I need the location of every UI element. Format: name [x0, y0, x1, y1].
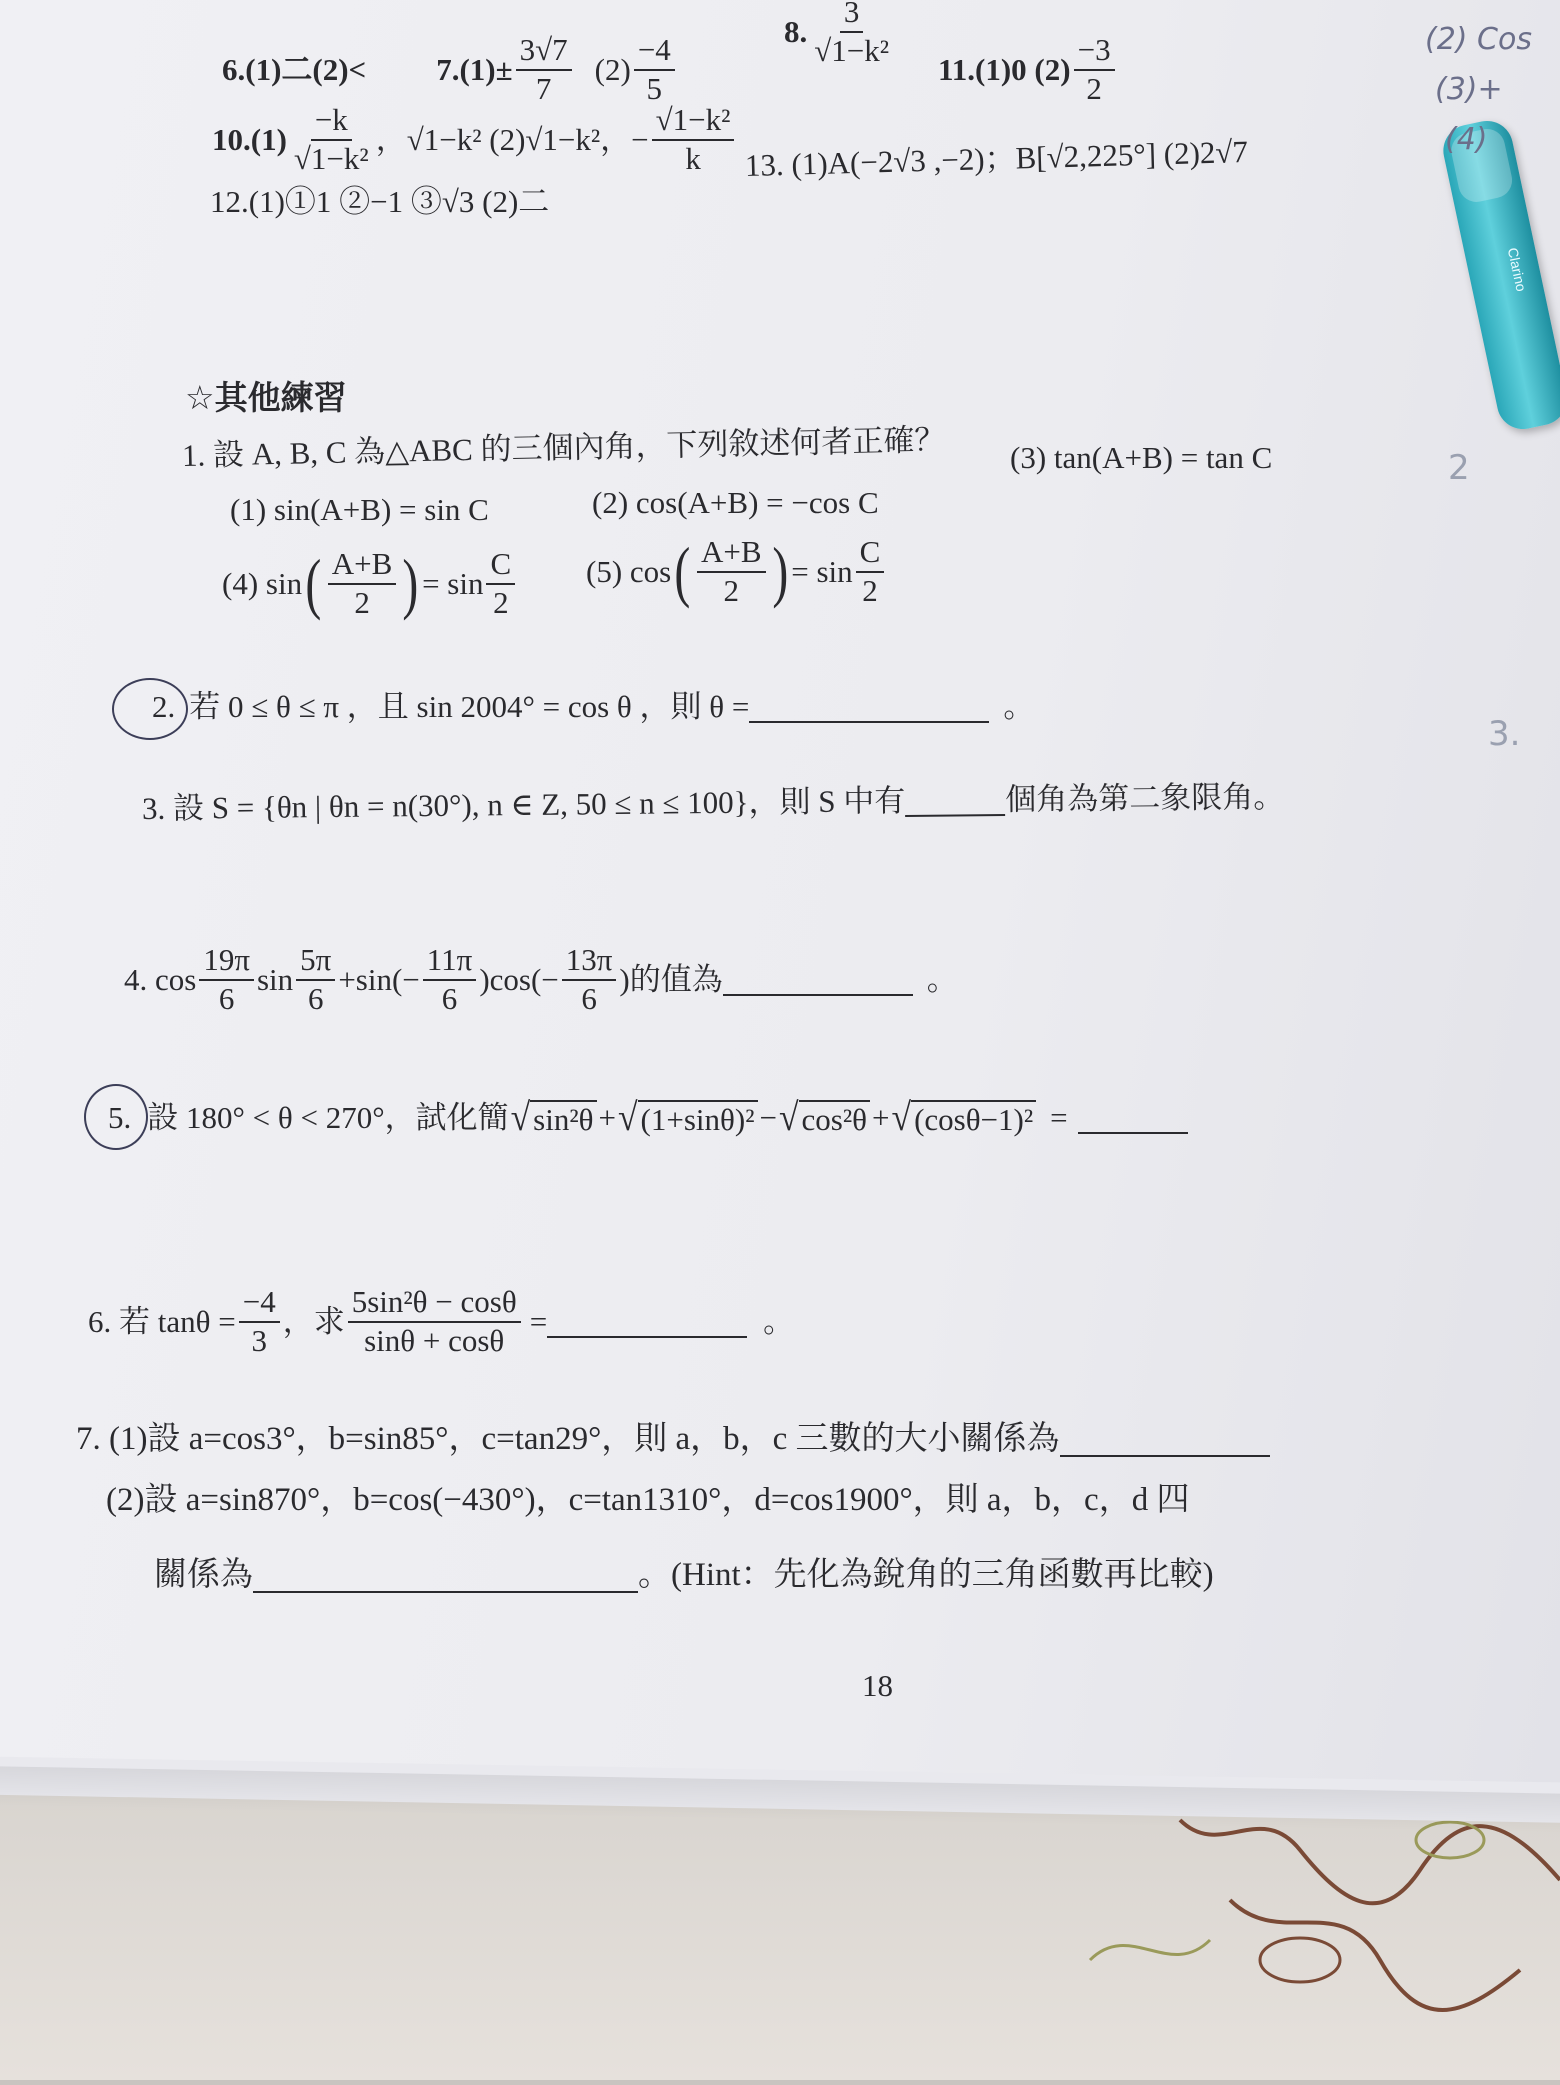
numerator: −k	[311, 104, 352, 141]
answer-7-label: 7.(1)±	[436, 52, 513, 88]
radical-1: √ sin²θ	[511, 1100, 597, 1136]
plus-sign: +	[872, 1100, 890, 1136]
numerator: 5sin²θ − cosθ	[348, 1286, 521, 1323]
option-5-middle: = sin	[791, 554, 853, 590]
question-7-part-2-line-2	[154, 1558, 1214, 1593]
numerator: −4	[239, 1286, 280, 1323]
question-4-fraction-2	[296, 944, 335, 1015]
right-paren: )	[771, 533, 788, 610]
question-4-fraction-4	[562, 944, 617, 1015]
option-5-rhs-fraction	[856, 536, 885, 607]
question-3-tail: 個角為第二象限角。	[1005, 779, 1285, 817]
numerator: 19π	[199, 944, 254, 981]
marker-logo: Clarino	[1504, 246, 1530, 293]
question-6-fraction-2	[348, 1286, 521, 1357]
question-7-hint: 。(Hint：先化為銳角的三角函數再比較)	[638, 1557, 1214, 1593]
option-4-middle: = sin	[422, 566, 484, 602]
question-4-fraction-3	[423, 944, 477, 1015]
question-6-equals: =	[529, 1304, 548, 1340]
question-2-end: 。	[1003, 689, 1035, 724]
denominator: 2	[862, 572, 878, 608]
denominator: 2	[354, 584, 370, 620]
question-7-part-2: (2)設 a=sin870°，b=cos(−430°)，c=tan1310°，d=cos1900°，則 a，b，c，d 四	[106, 1482, 1190, 1518]
numerator: 3√7	[516, 34, 572, 71]
margin-note-3: (4)	[1445, 122, 1488, 157]
radical-4: √ (cosθ−1)²	[892, 1100, 1037, 1136]
answer-10-rest: ，√1−k² (2)√1−k²，−	[375, 122, 649, 158]
numerator: C	[486, 548, 515, 585]
question-7-part-1-answer-blank[interactable]	[1060, 1422, 1270, 1457]
answer-11-fraction	[1074, 34, 1115, 105]
question-2	[152, 690, 1034, 723]
denominator: 3	[251, 1322, 267, 1358]
answer-line-2	[212, 104, 737, 175]
question-6-prefix: 6. 若 tanθ =	[88, 1304, 236, 1340]
answer-line-1	[222, 34, 678, 105]
question-6	[88, 1286, 794, 1357]
denominator: 2	[493, 584, 509, 620]
numerator: √1−k²	[652, 104, 735, 141]
question-1-option-2: (2) cos(A+B) = −cos C	[592, 485, 879, 520]
option-4-prefix: (4) sin	[222, 566, 303, 602]
margin-note-2: (3)+	[1435, 72, 1503, 107]
denominator: 5	[646, 70, 663, 106]
numerator: −3	[1074, 34, 1115, 71]
minus-sign: −	[759, 1100, 777, 1136]
question-4-answer-blank[interactable]	[723, 963, 913, 996]
question-3-text: 3. 設 S = {θn | θn = n(30°), n ∈ Z, 50 ≤ n ≤ 100}，則 S 中有	[141, 783, 906, 826]
answer-7b-fraction	[634, 34, 675, 105]
pencil-note-2: 3.	[1488, 714, 1521, 754]
answer-11	[938, 34, 1118, 105]
margin-note-1: (2) Cos	[1425, 22, 1532, 57]
radical-3: √ cos²θ	[779, 1100, 870, 1136]
answer-13: 13. (1)A(−2√3 ,−2)；B[√2,225°] (2)2√7	[744, 133, 1249, 183]
question-5-number: 5.	[108, 1100, 132, 1136]
denominator: √1−k²	[814, 32, 890, 68]
answer-8-label: 8.	[784, 14, 808, 50]
denominator: 6	[218, 980, 235, 1016]
numerator: A+B	[328, 548, 397, 585]
answer-10-fraction	[290, 104, 373, 175]
page-number: 18	[862, 1668, 893, 1703]
answer-7-fraction	[516, 34, 572, 105]
question-2-answer-blank[interactable]	[749, 690, 989, 723]
question-4-end: 。	[926, 962, 958, 998]
question-6-end: 。	[763, 1304, 795, 1340]
denominator: 2	[1086, 70, 1102, 106]
question-4-plus-sin: +sin(−	[338, 962, 420, 998]
denominator: k	[685, 140, 701, 176]
question-7-relation-label: 關係為	[154, 1557, 253, 1593]
denominator: 6	[441, 980, 458, 1016]
denominator: 6	[308, 980, 324, 1016]
question-2-number: 2.	[152, 689, 176, 724]
denominator: √1−k²	[293, 140, 369, 176]
numerator: C	[856, 536, 885, 573]
question-3-answer-blank[interactable]	[905, 783, 1005, 817]
plus-sign: +	[598, 1100, 616, 1136]
question-1-option-4	[222, 545, 518, 622]
answer-10-label: 10.(1)	[212, 122, 287, 158]
answer-8	[784, 0, 896, 67]
radicand: sin²θ	[530, 1100, 596, 1136]
question-4-sin: sin	[256, 962, 294, 998]
answer-10-fraction-2	[652, 104, 735, 175]
radical-2: √ (1+sinθ)²	[618, 1100, 758, 1136]
question-1-option-5	[586, 533, 887, 610]
section-heading: ☆其他練習	[185, 378, 347, 417]
numerator: 13π	[562, 944, 617, 981]
question-5-text: 設 180° < θ < 270°，試化簡	[147, 1100, 509, 1136]
question-7-part-2-answer-blank[interactable]	[253, 1558, 638, 1593]
question-4-prefix: 4. cos	[124, 962, 197, 998]
equals-sign: =	[1050, 1100, 1068, 1136]
question-1-stem: 1. 設 A, B, C 為△ABC 的三個內角，下列敘述何者正確？	[181, 422, 946, 473]
question-6-fraction-1	[239, 1286, 280, 1357]
option-5-fraction	[697, 536, 766, 607]
pencil-note-1: 2	[1448, 448, 1470, 488]
numerator: 5π	[296, 944, 335, 981]
question-4-fraction-1	[199, 944, 254, 1015]
numerator: A+B	[697, 536, 766, 573]
question-6-middle: ，求	[282, 1304, 345, 1340]
numerator: 3	[840, 0, 864, 33]
right-paren: )	[402, 545, 419, 622]
answer-8-fraction	[810, 0, 893, 67]
question-7-part-1	[76, 1422, 1270, 1457]
question-4	[124, 944, 958, 1015]
left-paren: (	[305, 545, 322, 622]
option-5-prefix: (5) cos	[586, 554, 672, 590]
radicand: (cosθ−1)²	[911, 1100, 1036, 1136]
denominator: 6	[581, 980, 597, 1016]
option-4-rhs-fraction	[486, 548, 515, 619]
denominator: 2	[723, 572, 739, 608]
answer-6: 6.(1)二(2)<	[222, 52, 367, 88]
question-4-cos: )cos(−	[479, 962, 559, 998]
radicand: cos²θ	[799, 1100, 870, 1136]
denominator: sinθ + cosθ	[364, 1322, 505, 1358]
numerator: 11π	[423, 944, 477, 981]
option-4-fraction	[328, 548, 397, 619]
answer-7b-label: (2)	[594, 52, 631, 88]
answer-11-label: 11.(1)0 (2)	[938, 52, 1071, 88]
question-4-suffix: )的值為	[619, 962, 723, 998]
numerator: −4	[634, 34, 675, 71]
question-5-answer-blank[interactable]	[1078, 1101, 1188, 1134]
question-1-option-1: (1) sin(A+B) = sin C	[230, 492, 489, 527]
answer-12: 12.(1)①1 ②−1 ③√3 (2)二	[210, 184, 550, 219]
question-6-answer-blank[interactable]	[547, 1305, 747, 1338]
left-paren: (	[674, 533, 691, 610]
question-7-part-1-text: 7. (1)設 a=cos3°，b=sin85°，c=tan29°，則 a，b，c 三數的大小關係為	[76, 1421, 1060, 1457]
denominator: 7	[535, 70, 552, 106]
radicand: (1+sinθ)²	[638, 1100, 758, 1136]
question-1-option-3: (3) tan(A+B) = tan C	[1010, 440, 1273, 475]
question-2-text: 若 0 ≤ θ ≤ π ，且 sin 2004° = cos θ ，則 θ =	[189, 689, 750, 724]
question-5	[108, 1094, 1188, 1139]
